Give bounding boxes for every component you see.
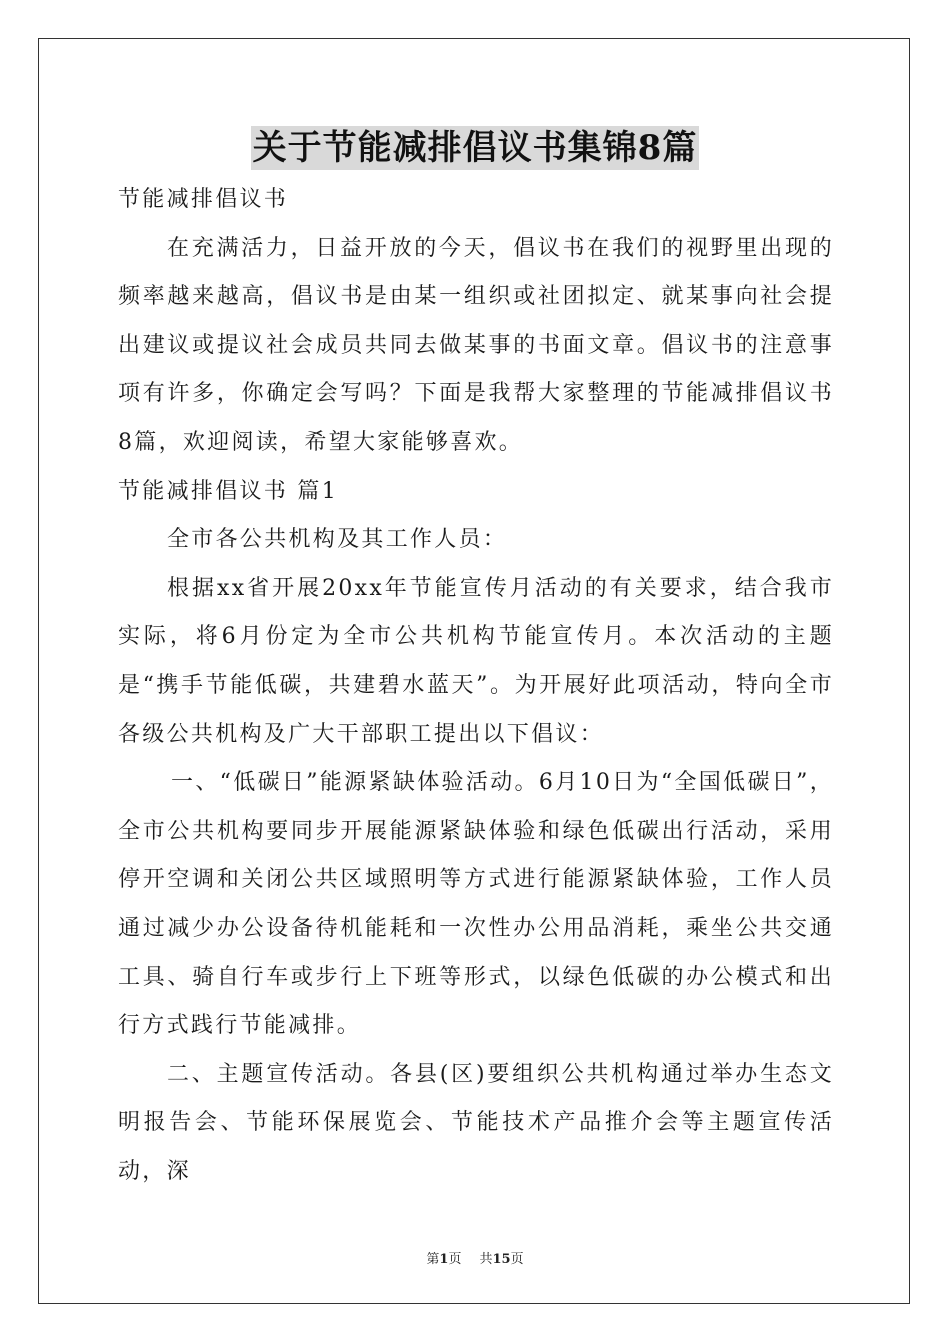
footer-page-suffix: 页 bbox=[448, 1252, 462, 1267]
footer-total-prefix: 共 bbox=[479, 1252, 493, 1267]
item-two-paragraph: 二、主题宣传活动。各县(区)要组织公共机构通过举办生态文明报告会、节能环保展览会、节能技术产品推介会等主题宣传活动，深 bbox=[118, 1061, 834, 1184]
body-paragraph: 根据xx省开展20xx年节能宣传月活动的有关要求，结合我市实际，将6月份定为全市公共机构节能宣传月。本次活动的主题是“携手节能低碳，共建碧水蓝天”。为开展好此项活动，特向全市各级公共机构及广大干部职工提出以下倡议： bbox=[118, 575, 834, 747]
footer-total-suffix: 页 bbox=[510, 1252, 524, 1267]
subtitle-paragraph: 节能减排倡议书 bbox=[118, 187, 289, 212]
footer-total-number: 15 bbox=[492, 1252, 511, 1267]
footer-page-prefix: 第 bbox=[426, 1252, 440, 1267]
title-container bbox=[0, 126, 950, 170]
page-footer bbox=[0, 1248, 950, 1267]
salutation-paragraph: 全市各公共机构及其工作人员： bbox=[167, 527, 508, 553]
footer-page-number: 1 bbox=[439, 1252, 449, 1267]
document-body bbox=[118, 176, 834, 1196]
item-one-paragraph: 一、“低碳日”能源紧缺体验活动。6月10日为“全国低碳日”，全市公共机构要同步开展能源紧缺体验和绿色低碳出行活动，采用停开空调和关闭公共区域照明等方式进行能源紧缺体验，工作人员通过减少办公设备待机能耗和一次性办公用品消耗，乘坐公共交通工具、骑自行车或步行上下班等形式，以绿色低碳的办公模式和出行方式践行节能减排。 bbox=[118, 770, 834, 1039]
section-heading: 节能减排倡议书 篇1 bbox=[118, 478, 338, 504]
intro-paragraph: 在充满活力，日益开放的今天，倡议书在我们的视野里出现的频率越来越高，倡议书是由某一组织或社团拟定、就某事向社会提出建议或提议社会成员共同去做某事的书面文章。倡议书的注意事项有许多，你确定会写吗？下面是我帮大家整理的节能减排倡议书8篇，欢迎阅读，希望大家能够喜欢。 bbox=[118, 235, 834, 455]
document-title: 关于节能减排倡议书集锦8篇 bbox=[252, 128, 698, 168]
